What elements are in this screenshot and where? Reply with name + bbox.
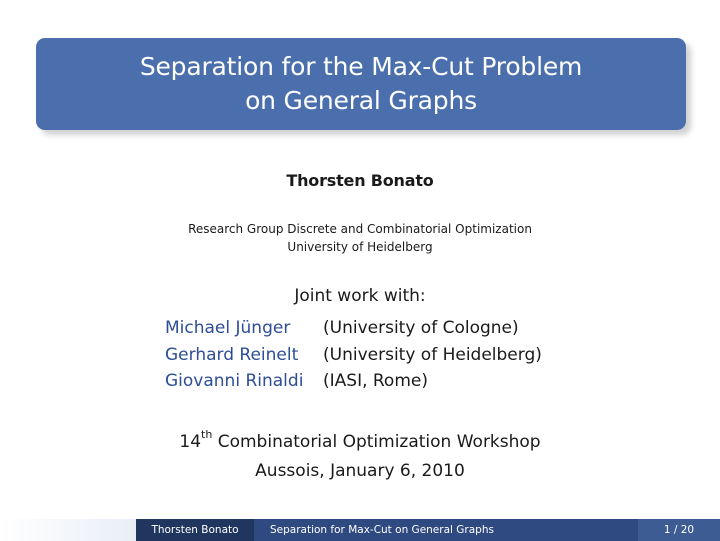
workshop-name-line — [0, 428, 720, 457]
footer-bar — [0, 519, 720, 541]
joint-work-heading: Joint work with: — [294, 286, 426, 306]
collaborator-row — [165, 368, 542, 395]
footer-author: Thorsten Bonato — [136, 519, 254, 541]
footer-title: Separation for Max-Cut on General Graphs — [254, 519, 638, 541]
collaborator-name-link[interactable]: Michael Jünger — [165, 318, 291, 338]
workshop-number: 14 — [179, 432, 202, 452]
collaborator-list — [165, 315, 542, 395]
collaborator-row — [165, 342, 542, 369]
workshop-info — [0, 428, 720, 486]
collaborator-row — [165, 315, 542, 342]
collaborator-institution: (University of Cologne) — [323, 318, 519, 338]
footer-fade — [0, 519, 136, 541]
footer-page-number: 1 / 20 — [638, 519, 720, 541]
workshop-name: Combinatorial Optimization Workshop — [217, 432, 541, 452]
workshop-ordinal: th — [201, 428, 213, 442]
slide-title-line-1: Separation for the Max-Cut Problem — [139, 52, 583, 81]
slide-title-line-2: on General Graphs — [245, 86, 477, 115]
affiliation-line-2: University of Heidelberg — [287, 240, 433, 254]
affiliation-line-1: Research Group Discrete and Combinatorial Optimization — [188, 222, 532, 236]
collaborator-name-link[interactable]: Gerhard Reinelt — [165, 344, 299, 365]
author-name: Thorsten Bonato — [286, 171, 434, 190]
collaborator-institution: (IASI, Rome) — [323, 371, 428, 391]
slide-title — [36, 38, 686, 130]
collaborator-institution: (University of Heidelberg) — [323, 344, 542, 365]
collaborator-name-link[interactable]: Giovanni Rinaldi — [165, 371, 304, 391]
affiliation — [0, 220, 720, 256]
workshop-location-date: Aussois, January 6, 2010 — [255, 461, 465, 481]
